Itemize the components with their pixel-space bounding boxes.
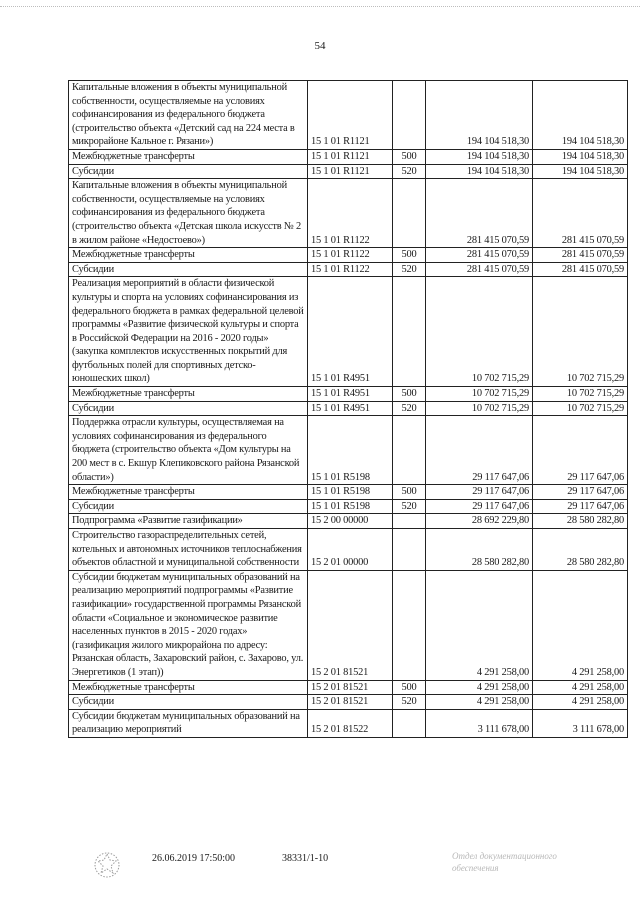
table-row [69,529,628,571]
row-name: Межбюджетные трансферты [69,485,308,500]
row-value-2: 194 104 518,30 [533,149,628,164]
row-name: Строительство газораспределительных сетей, котельных и автономных источников теплоснабжения объектов областной и муниципальной собственности [69,529,308,571]
row-code: 15 1 01 R5198 [308,499,393,514]
row-code: 15 2 01 81521 [308,570,393,680]
row-value-1: 281 415 070,59 [426,179,533,248]
row-type [393,179,426,248]
row-name: Субсидии [69,164,308,179]
row-code: 15 2 01 81521 [308,695,393,710]
row-name: Поддержка отрасли культуры, осуществляемая на условиях софинансирования из федерального бюджета (строительство объекта «Дом культуры на 200 мест в с. Екшур Клепиковского района Рязанской области») [69,416,308,485]
row-value-1: 281 415 070,59 [426,262,533,277]
row-code: 15 2 01 00000 [308,529,393,571]
row-value-2: 29 117 647,06 [533,499,628,514]
row-value-1: 29 117 647,06 [426,416,533,485]
row-type: 520 [393,695,426,710]
row-value-2: 29 117 647,06 [533,485,628,500]
row-code: 15 1 01 R1122 [308,262,393,277]
table-row [69,514,628,529]
row-type: 500 [393,149,426,164]
row-value-2: 281 415 070,59 [533,248,628,263]
row-code: 15 1 01 R4951 [308,277,393,387]
page-number: 54 [314,40,326,52]
row-type: 520 [393,401,426,416]
table-row [69,709,628,737]
row-value-2: 29 117 647,06 [533,416,628,485]
row-name: Субсидии [69,499,308,514]
table-row [69,499,628,514]
row-value-2: 10 702 715,29 [533,277,628,387]
table-row [69,485,628,500]
row-name: Межбюджетные трансферты [69,680,308,695]
row-code: 15 1 01 R4951 [308,401,393,416]
row-name: Межбюджетные трансферты [69,149,308,164]
row-type: 500 [393,387,426,402]
row-type [393,514,426,529]
row-value-2: 194 104 518,30 [533,81,628,150]
row-code: 15 1 01 R1121 [308,81,393,150]
row-value-2: 4 291 258,00 [533,570,628,680]
row-value-2: 281 415 070,59 [533,179,628,248]
table-row [69,149,628,164]
table-row [69,81,628,150]
row-name: Межбюджетные трансферты [69,387,308,402]
row-type [393,81,426,150]
row-code: 15 1 01 R1121 [308,149,393,164]
row-type: 500 [393,680,426,695]
row-type: 500 [393,248,426,263]
row-code: 15 1 01 R1121 [308,164,393,179]
row-name: Субсидии бюджетам муниципальных образований на реализацию мероприятий [69,709,308,737]
row-value-1: 194 104 518,30 [426,81,533,150]
row-name: Подпрограмма «Развитие газификации» [69,514,308,529]
row-type [393,570,426,680]
row-code: 15 1 01 R1122 [308,248,393,263]
stamp-icon [92,850,122,880]
row-code: 15 1 01 R4951 [308,387,393,402]
scan-top-edge [0,0,640,7]
row-value-1: 29 117 647,06 [426,499,533,514]
page-footer [0,850,640,890]
row-name: Субсидии [69,401,308,416]
row-value-1: 3 111 678,00 [426,709,533,737]
row-value-2: 3 111 678,00 [533,709,628,737]
budget-table [68,80,628,738]
row-value-1: 4 291 258,00 [426,680,533,695]
row-value-1: 281 415 070,59 [426,248,533,263]
row-value-1: 28 692 229,80 [426,514,533,529]
row-name: Реализация мероприятий в области физической культуры и спорта на условиях софинансирования из федерального бюджета в рамках федеральной целевой программы «Развитие физической культуры и спорта в Российской Федерации на 2016 - 2020 годы» (закупка комплектов искусственных покрытий для футбольных полей для спортивных детско-юношеских школ) [69,277,308,387]
row-value-1: 4 291 258,00 [426,570,533,680]
row-code: 15 1 01 R1122 [308,179,393,248]
row-code: 15 2 01 81521 [308,680,393,695]
table-row [69,401,628,416]
row-code: 15 2 00 00000 [308,514,393,529]
row-name: Капитальные вложения в объекты муниципальной собственности, осуществляемые на условиях софинансирования из федерального бюджета (строительство объекта «Детский сад на 224 места в микрорайоне Кальное г. Рязани») [69,81,308,150]
row-type [393,709,426,737]
budget-table-body [69,81,628,738]
table-row [69,179,628,248]
row-name: Субсидии бюджетам муниципальных образований на реализацию мероприятий подпрограммы «Развитие газификации» государственной программы Рязанской области «Социальное и экономическое развитие населенных пунктов в 2015 - 2020 годах» (газификация жилого микрорайона по адресу: Рязанская область, Захаровский район, с. Захарово, ул. Энергетиков (1 этап)) [69,570,308,680]
row-type: 520 [393,499,426,514]
row-type: 520 [393,164,426,179]
footer-timestamp: 26.06.2019 17:50:00 [152,853,236,864]
footer-doc-number: 38331/1-10 [282,853,329,864]
table-row [69,387,628,402]
row-value-1: 194 104 518,30 [426,164,533,179]
row-type: 500 [393,485,426,500]
row-value-2: 4 291 258,00 [533,680,628,695]
row-value-1: 10 702 715,29 [426,387,533,402]
table-row [69,416,628,485]
row-code: 15 2 01 81522 [308,709,393,737]
row-type [393,277,426,387]
table-row [69,570,628,680]
row-value-1: 194 104 518,30 [426,149,533,164]
row-type [393,529,426,571]
table-row [69,695,628,710]
row-value-2: 10 702 715,29 [533,401,628,416]
row-name: Межбюджетные трансферты [69,248,308,263]
row-name: Субсидии [69,262,308,277]
row-value-2: 10 702 715,29 [533,387,628,402]
row-value-1: 10 702 715,29 [426,277,533,387]
table-row [69,248,628,263]
row-value-1: 4 291 258,00 [426,695,533,710]
table-row [69,277,628,387]
row-type: 520 [393,262,426,277]
table-row [69,262,628,277]
row-name: Субсидии [69,695,308,710]
table-row [69,680,628,695]
row-value-2: 194 104 518,30 [533,164,628,179]
row-type [393,416,426,485]
row-value-2: 281 415 070,59 [533,262,628,277]
row-value-2: 28 580 282,80 [533,514,628,529]
row-value-1: 10 702 715,29 [426,401,533,416]
table-row [69,164,628,179]
watermark-text: Отдел документационного обеспечения [452,851,557,873]
row-code: 15 1 01 R5198 [308,485,393,500]
row-value-1: 29 117 647,06 [426,485,533,500]
row-code: 15 1 01 R5198 [308,416,393,485]
row-value-2: 4 291 258,00 [533,695,628,710]
row-value-2: 28 580 282,80 [533,529,628,571]
row-value-1: 28 580 282,80 [426,529,533,571]
row-name: Капитальные вложения в объекты муниципальной собственности, осуществляемые на условиях софинансирования из федерального бюджета (строительство объекта «Детская школа искусств № 2 в жилом районе «Недостоево») [69,179,308,248]
